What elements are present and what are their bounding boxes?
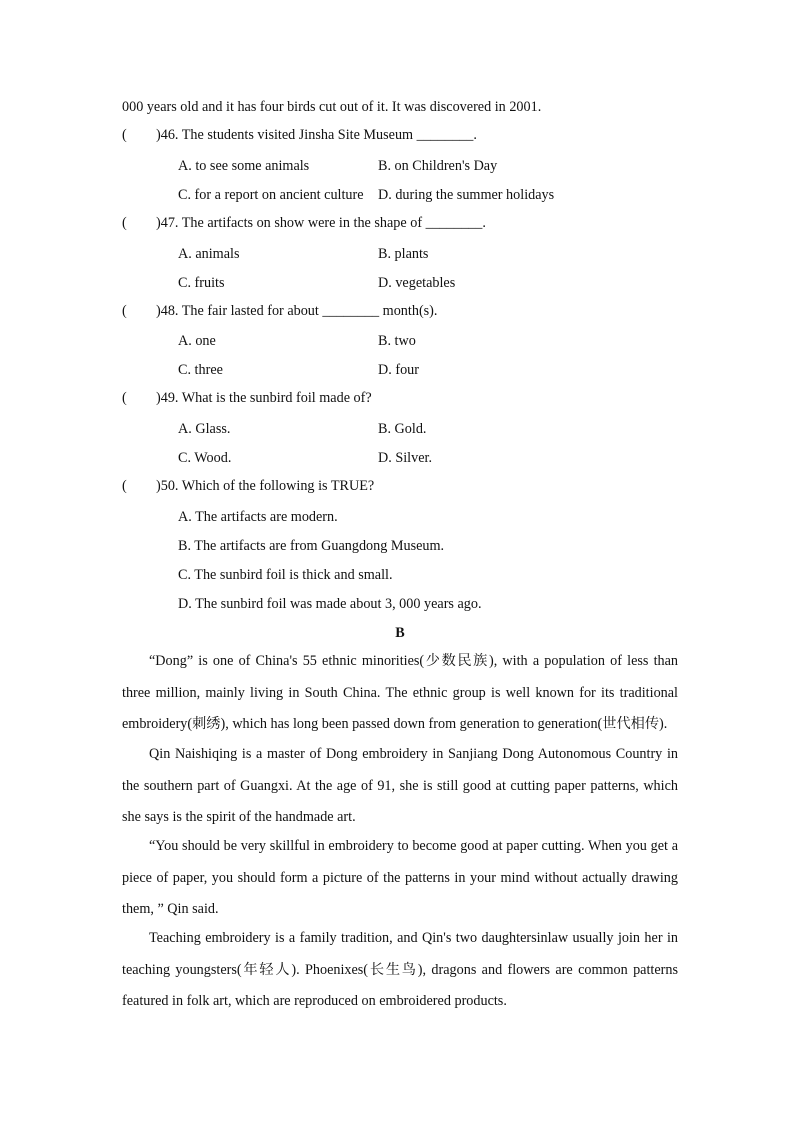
option-c: C. three bbox=[178, 362, 223, 378]
answer-paren: ( bbox=[122, 478, 127, 494]
section-heading: B bbox=[395, 625, 405, 641]
option-b: B. on Children's Day bbox=[378, 158, 498, 174]
option-d: D. The sunbird foil was made about 3, 000 years ago. bbox=[178, 596, 482, 612]
option-a: A. Glass. bbox=[178, 421, 231, 437]
paragraph-4: Teaching embroidery is a family tradition, and Qin's two daughtersinlaw usually join her in teaching youngsters(年轻人). Phoenixes(长生鸟), dragons and flowers are common patterns featured in folk art, which are reproduced on embroidered products. bbox=[122, 930, 678, 1009]
question-text: )49. What is the sunbird foil made of? bbox=[156, 390, 372, 406]
option-d: D. Silver. bbox=[378, 450, 432, 466]
option-a: A. one bbox=[178, 333, 216, 349]
option-c: C. The sunbird foil is thick and small. bbox=[178, 567, 393, 583]
paragraph-3: “You should be very skillful in embroidery to become good at paper cutting. When you get a piece of paper, you should form a picture of the patterns in your mind without actually drawing them, ” Qin said. bbox=[122, 838, 678, 917]
option-a: A. to see some animals bbox=[178, 158, 310, 174]
option-d: D. during the summer holidays bbox=[378, 187, 555, 203]
answer-paren: ( bbox=[122, 127, 127, 143]
paragraph-1: “Dong” is one of China's 55 ethnic minorities(少数民族), with a population of less than three million, mainly living in South China. The ethnic group is well known for its traditional embroidery(刺绣), which has long been passed down from generation to generation(世代相传). bbox=[122, 653, 678, 732]
option-a: A. The artifacts are modern. bbox=[178, 509, 338, 525]
question-text: )46. The students visited Jinsha Site Museum ________. bbox=[156, 127, 477, 143]
continuation-line: 000 years old and it has four birds cut out of it. It was discovered in 2001. bbox=[122, 99, 542, 115]
option-b: B. plants bbox=[378, 246, 429, 262]
question-text: )50. Which of the following is TRUE? bbox=[156, 478, 375, 494]
answer-paren: ( bbox=[122, 303, 127, 319]
answer-paren: ( bbox=[122, 215, 127, 231]
option-b: B. Gold. bbox=[378, 421, 427, 437]
question-text: )48. The fair lasted for about ________ month(s). bbox=[156, 303, 438, 319]
option-b: B. two bbox=[378, 333, 416, 349]
option-a: A. animals bbox=[178, 246, 240, 262]
option-c: C. fruits bbox=[178, 275, 225, 291]
option-c: C. Wood. bbox=[178, 450, 232, 466]
question-text: )47. The artifacts on show were in the shape of ________. bbox=[156, 215, 486, 231]
option-c: C. for a report on ancient culture bbox=[178, 187, 364, 203]
option-d: D. four bbox=[378, 362, 419, 378]
option-d: D. vegetables bbox=[378, 275, 456, 291]
paragraph-2: Qin Naishiqing is a master of Dong embroidery in Sanjiang Dong Autonomous Country in the southern part of Guangxi. At the age of 91, she is still good at cutting paper patterns, which she says is the spirit of the handmade art. bbox=[122, 746, 678, 825]
option-b: B. The artifacts are from Guangdong Museum. bbox=[178, 538, 445, 554]
answer-paren: ( bbox=[122, 390, 127, 406]
